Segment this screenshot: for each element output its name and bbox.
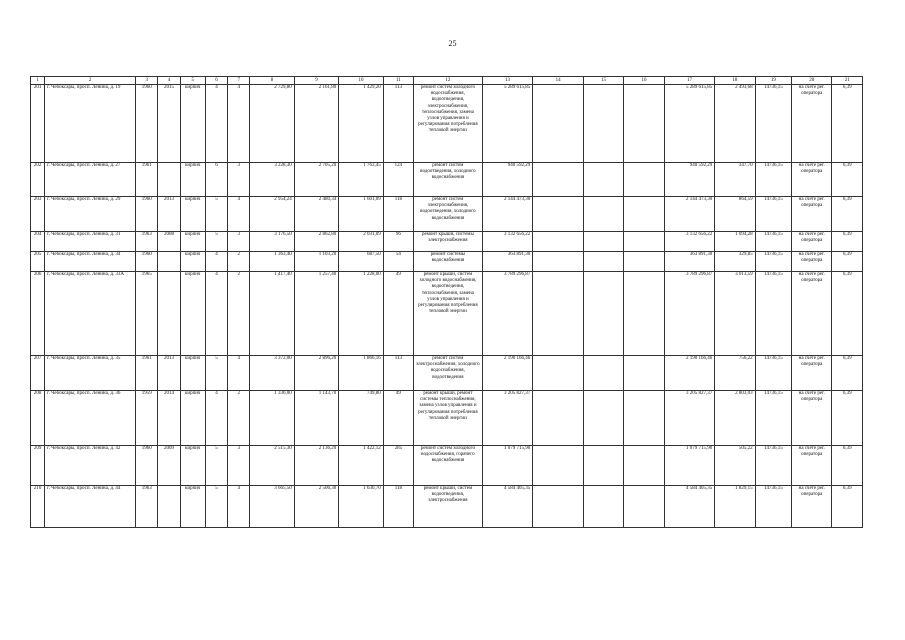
table-row [31, 232, 863, 252]
column-number-cell: 14 [533, 77, 584, 85]
cell-living-area: 2 506,30 [294, 486, 338, 528]
cell-address: г. Чебоксары, просп. Ленина, д. 44 [45, 486, 136, 528]
cell-entrances: 2 [228, 391, 250, 446]
cell-c16 [624, 232, 664, 252]
cell-total-area: 1 336,00 [250, 391, 294, 446]
cell-works: ремонт крыши, ремонт системы теплоснабжения, замена узлов управления и регулирования потребления тепловой энергии [414, 391, 483, 446]
cell-max-cost: 14736,15 [755, 446, 791, 486]
cell-total-area: 3 372,00 [250, 356, 294, 391]
cell-works: ремонт крыши, систем водоотведения, электроснабжения [414, 486, 483, 528]
cell-residents: 118 [383, 197, 413, 232]
cell-c14 [533, 252, 584, 272]
column-number-cell: 20 [792, 77, 832, 85]
cell-max-cost: 14736,15 [755, 163, 791, 197]
cell-works: ремонт системы водоснабжения [414, 252, 483, 272]
cell-floors: 5 [205, 356, 227, 391]
cell-total-cost: 2 144 473,30 [482, 197, 533, 232]
cell-entrances: 3 [228, 446, 250, 486]
column-number-cell: 15 [583, 77, 623, 85]
cell-works: ремонт крыши, систем холодного водоснабжения, водоотведения, теплоснабжения, замена узлов управления и регулирования потребления тепловой энергии [414, 272, 483, 356]
cell-owners-funds: 4 584 405,35 [664, 486, 715, 528]
cell-max-cost: 14736,15 [755, 356, 791, 391]
cell-works: ремонт систем водоотведения, холодного водоснабжения [414, 163, 483, 197]
cell-c14 [533, 446, 584, 486]
cell-id: 209 [31, 446, 45, 486]
cell-year-repair: 2009 [158, 446, 180, 486]
cell-total-area: 3 228,30 [250, 163, 294, 197]
cell-owners-funds: 3 789 296,87 [664, 272, 715, 356]
cell-id: 201 [31, 85, 45, 163]
cell-floors: 4 [205, 391, 227, 446]
cell-material: кирпич [180, 197, 205, 232]
cell-material: кирпич [180, 486, 205, 528]
cell-living-area: 1 103,20 [294, 252, 338, 272]
cell-works: ремонт систем электроснабжения, водоотведения, холодного водоснабжения [414, 197, 483, 232]
cell-material: кирпич [180, 272, 205, 356]
cell-living-area: 2 161,80 [294, 85, 338, 163]
cell-year-repair [158, 486, 180, 528]
cell-total-cost: 1 079 715,90 [482, 446, 533, 486]
table-row [31, 391, 863, 446]
column-number-cell: 5 [180, 77, 205, 85]
cell-material: кирпич [180, 232, 205, 252]
table-row [31, 486, 863, 528]
cell-id: 203 [31, 197, 45, 232]
cell-c14 [533, 85, 584, 163]
cell-area-owned: 2 031,09 [339, 232, 383, 252]
cell-max-cost: 14736,15 [755, 486, 791, 528]
cell-id: 205 [31, 252, 45, 272]
cell-total-area: 2 729,80 [250, 85, 294, 163]
cell-residents: 49 [383, 391, 413, 446]
cell-residents: 118 [383, 486, 413, 528]
column-number-cell: 2 [45, 77, 136, 85]
cell-area-owned: 1 866,16 [339, 356, 383, 391]
cell-address: г. Чебоксары, просп. Ленина, д. 33А [45, 272, 136, 356]
cell-method: на счете рег. оператора [792, 272, 832, 356]
cell-area-owned: 687,50 [339, 252, 383, 272]
cell-c14 [533, 197, 584, 232]
cell-entrances: 2 [228, 252, 250, 272]
cell-c14 [533, 356, 584, 391]
cell-owners-funds: 3 205 827,37 [664, 391, 715, 446]
table-row [31, 163, 863, 197]
cell-method: на счете рег. оператора [792, 391, 832, 446]
cell-address: г. Чебоксары, просп. Ленина, д. 42 [45, 446, 136, 486]
cell-id: 207 [31, 356, 45, 391]
column-number-cell: 12 [414, 77, 483, 85]
cell-area-owned: 1 601,09 [339, 197, 383, 232]
cell-residents: 54 [383, 252, 413, 272]
cell-c16 [624, 197, 664, 232]
cell-year-repair [158, 163, 180, 197]
cell-c14 [533, 232, 584, 252]
cell-entrances: 3 [228, 232, 250, 252]
cell-address: г. Чебоксары, просп. Ленина, д. 27 [45, 163, 136, 197]
cell-method: на счете рег. оператора [792, 446, 832, 486]
cell-material: кирпич [180, 163, 205, 197]
cell-c15 [583, 486, 623, 528]
column-number-cell: 6 [205, 77, 227, 85]
cell-year-built: 1960 [136, 252, 158, 272]
table-row [31, 252, 863, 272]
cell-unit-cost: 1 094,28 [715, 232, 755, 252]
cell-total-area: 2 954,24 [250, 197, 294, 232]
cell-address: г. Чебоксары, просп. Ленина, д. 31 [45, 232, 136, 252]
cell-owners-funds: 940 592,29 [664, 163, 715, 197]
cell-id: 208 [31, 391, 45, 446]
cell-total-cost: 5 289 615,85 [482, 85, 533, 163]
cell-year-built: 1963 [136, 486, 158, 528]
cell-material: кирпич [180, 356, 205, 391]
cell-area-owned: 1 228,00 [339, 272, 383, 356]
cell-c15 [583, 252, 623, 272]
column-number-cell: 7 [228, 77, 250, 85]
cell-floors: 5 [205, 446, 227, 486]
cell-owners-funds: 2 144 473,30 [664, 197, 715, 232]
cell-period: 6,39 [832, 446, 863, 486]
column-number-cell: 10 [339, 77, 383, 85]
cell-entrances: 2 [228, 272, 250, 356]
cell-year-built: 1960 [136, 197, 158, 232]
cell-year-built: 1960 [136, 85, 158, 163]
cell-c16 [624, 85, 664, 163]
cell-unit-cost: 864,59 [715, 197, 755, 232]
column-number-cell: 4 [158, 77, 180, 85]
cell-material: кирпич [180, 252, 205, 272]
cell-unit-cost: 3 013,59 [715, 272, 755, 356]
column-number-cell: 13 [482, 77, 533, 85]
cell-period: 6,39 [832, 486, 863, 528]
cell-period: 6,39 [832, 391, 863, 446]
cell-id: 210 [31, 486, 45, 528]
cell-year-repair: 2013 [158, 197, 180, 232]
column-number-cell: 17 [664, 77, 715, 85]
cell-living-area: 2 136,20 [294, 446, 338, 486]
cell-unit-cost: 2 803,03 [715, 391, 755, 446]
column-number-row [31, 77, 863, 85]
cell-year-repair: 2013 [158, 356, 180, 391]
cell-year-built: 1959 [136, 391, 158, 446]
table-row [31, 197, 863, 232]
cell-total-cost: 3 132 656,22 [482, 232, 533, 252]
cell-max-cost: 14736,15 [755, 272, 791, 356]
cell-c15 [583, 85, 623, 163]
cell-living-area: 2 480,34 [294, 197, 338, 232]
cell-period: 6,39 [832, 272, 863, 356]
cell-works: ремонт систем холодного водоснабжения, горячего водоснабжения [414, 446, 483, 486]
column-number-cell: 1 [31, 77, 45, 85]
column-number-cell: 9 [294, 77, 338, 85]
cell-entrances: 4 [228, 356, 250, 391]
cell-year-repair: 2014 [158, 391, 180, 446]
cell-period: 6,39 [832, 232, 863, 252]
cell-floors: 5 [205, 197, 227, 232]
cell-year-built: 1961 [136, 163, 158, 197]
cell-material: кирпич [180, 446, 205, 486]
cell-floors: 6 [205, 163, 227, 197]
cell-max-cost: 14736,15 [755, 391, 791, 446]
column-number-cell: 18 [715, 77, 755, 85]
repair-program-table [30, 76, 863, 528]
cell-method: на счете рег. оператора [792, 232, 832, 252]
cell-period: 6,39 [832, 356, 863, 391]
cell-area-owned: 1 429,20 [339, 85, 383, 163]
cell-living-area: 1 257,40 [294, 272, 338, 356]
cell-max-cost: 14736,15 [755, 197, 791, 232]
cell-owners-funds: 3 132 656,22 [664, 232, 715, 252]
cell-period: 6,39 [832, 252, 863, 272]
cell-total-area: 1 417,40 [250, 272, 294, 356]
cell-c14 [533, 163, 584, 197]
cell-unit-cost: 329,85 [715, 252, 755, 272]
cell-year-repair: 2008 [158, 232, 180, 252]
column-number-cell: 11 [383, 77, 413, 85]
cell-floors: 4 [205, 85, 227, 163]
cell-total-cost: 3 205 827,37 [482, 391, 533, 446]
cell-c16 [624, 446, 664, 486]
table-row [31, 85, 863, 163]
cell-method: на счете рег. оператора [792, 356, 832, 391]
cell-year-built: 1960 [136, 446, 158, 486]
cell-id: 206 [31, 272, 45, 356]
cell-method: на счете рег. оператора [792, 252, 832, 272]
cell-total-area: 3 665,50 [250, 486, 294, 528]
cell-year-repair [158, 252, 180, 272]
cell-method: на счете рег. оператора [792, 85, 832, 163]
cell-area-owned: 1 630,70 [339, 486, 383, 528]
cell-works: ремонт систем холодного водоснабжения, водоотведения, электроснабжения, теплоснабжения, замена узлов управления и регулирования потребления тепловой энергии [414, 85, 483, 163]
cell-residents: 113 [383, 356, 413, 391]
cell-total-area: 1 363,40 [250, 252, 294, 272]
cell-c16 [624, 252, 664, 272]
cell-owners-funds: 363 891,30 [664, 252, 715, 272]
cell-id: 204 [31, 232, 45, 252]
cell-c15 [583, 356, 623, 391]
cell-total-cost: 4 584 405,35 [482, 486, 533, 528]
cell-period: 6,39 [832, 163, 863, 197]
column-number-cell: 21 [832, 77, 863, 85]
cell-method: на счете рег. оператора [792, 486, 832, 528]
cell-floors: 4 [205, 272, 227, 356]
cell-entrances: 3 [228, 163, 250, 197]
cell-address: г. Чебоксары, просп. Ленина, д. 36 [45, 391, 136, 446]
cell-total-cost: 3 789 296,87 [482, 272, 533, 356]
cell-address: г. Чебоксары, просп. Ленина, д. 34 [45, 252, 136, 272]
cell-entrances: 4 [228, 197, 250, 232]
cell-floors: 5 [205, 486, 227, 528]
cell-method: на счете рег. оператора [792, 163, 832, 197]
page-number: 25 [448, 39, 457, 48]
cell-residents: 285 [383, 446, 413, 486]
cell-year-built: 1963 [136, 232, 158, 252]
cell-entrances: 4 [228, 85, 250, 163]
cell-residents: 96 [383, 232, 413, 252]
cell-max-cost: 14736,15 [755, 232, 791, 252]
cell-unit-cost: 1 829,15 [715, 486, 755, 528]
cell-year-repair [158, 272, 180, 356]
cell-works: ремонт систем электроснабжения, холодного водоснабжения, водоотведения [414, 356, 483, 391]
cell-c15 [583, 272, 623, 356]
cell-owners-funds: 1 079 715,90 [664, 446, 715, 486]
cell-c14 [533, 272, 584, 356]
cell-c16 [624, 272, 664, 356]
table-row [31, 272, 863, 356]
cell-c14 [533, 486, 584, 528]
cell-id: 202 [31, 163, 45, 197]
cell-c16 [624, 391, 664, 446]
cell-address: г. Чебоксары, просп. Ленина, д. 29 [45, 197, 136, 232]
cell-c14 [533, 391, 584, 446]
cell-period: 6,39 [832, 85, 863, 163]
cell-total-area: 2 515,30 [250, 446, 294, 486]
cell-period: 6,39 [832, 197, 863, 232]
column-number-cell: 3 [136, 77, 158, 85]
cell-floors: 4 [205, 252, 227, 272]
cell-unit-cost: 2 493,68 [715, 85, 755, 163]
cell-c15 [583, 391, 623, 446]
cell-c15 [583, 197, 623, 232]
cell-area-owned: 1 763,45 [339, 163, 383, 197]
cell-c16 [624, 356, 664, 391]
cell-total-cost: 2 190 166,46 [482, 356, 533, 391]
cell-address: г. Чебоксары, просп. Ленина, д. 19 [45, 85, 136, 163]
cell-residents: 113 [383, 85, 413, 163]
cell-total-cost: 363 891,30 [482, 252, 533, 272]
cell-max-cost: 14736,15 [755, 85, 791, 163]
cell-total-area: 3 176,50 [250, 232, 294, 252]
cell-year-built: 1965 [136, 272, 158, 356]
cell-unit-cost: 347,70 [715, 163, 755, 197]
cell-c15 [583, 446, 623, 486]
column-number-cell: 8 [250, 77, 294, 85]
table-row [31, 356, 863, 391]
cell-area-owned: 749,80 [339, 391, 383, 446]
cell-max-cost: 14736,15 [755, 252, 791, 272]
cell-c16 [624, 486, 664, 528]
cell-c15 [583, 232, 623, 252]
column-number-cell: 16 [624, 77, 664, 85]
cell-living-area: 1 143,70 [294, 391, 338, 446]
cell-year-repair: 2015 [158, 85, 180, 163]
cell-entrances: 4 [228, 486, 250, 528]
cell-c16 [624, 163, 664, 197]
cell-living-area: 2 705,20 [294, 163, 338, 197]
cell-living-area: 2 862,80 [294, 232, 338, 252]
cell-area-owned: 1 422,12 [339, 446, 383, 486]
cell-unit-cost: 756,22 [715, 356, 755, 391]
cell-residents: 49 [383, 272, 413, 356]
cell-works: ремонт крыши, системы электроснабжения [414, 232, 483, 252]
cell-c15 [583, 163, 623, 197]
cell-material: кирпич [180, 391, 205, 446]
table-row [31, 446, 863, 486]
column-number-cell: 19 [755, 77, 791, 85]
cell-unit-cost: 505,22 [715, 446, 755, 486]
cell-owners-funds: 2 190 166,46 [664, 356, 715, 391]
cell-living-area: 2 896,20 [294, 356, 338, 391]
cell-material: кирпич [180, 85, 205, 163]
cell-residents: 124 [383, 163, 413, 197]
cell-owners-funds: 5 289 615,85 [664, 85, 715, 163]
cell-method: на счете рег. оператора [792, 197, 832, 232]
cell-year-built: 1961 [136, 356, 158, 391]
cell-floors: 5 [205, 232, 227, 252]
cell-total-cost: 940 592,29 [482, 163, 533, 197]
cell-address: г. Чебоксары, просп. Ленина, д. 35 [45, 356, 136, 391]
